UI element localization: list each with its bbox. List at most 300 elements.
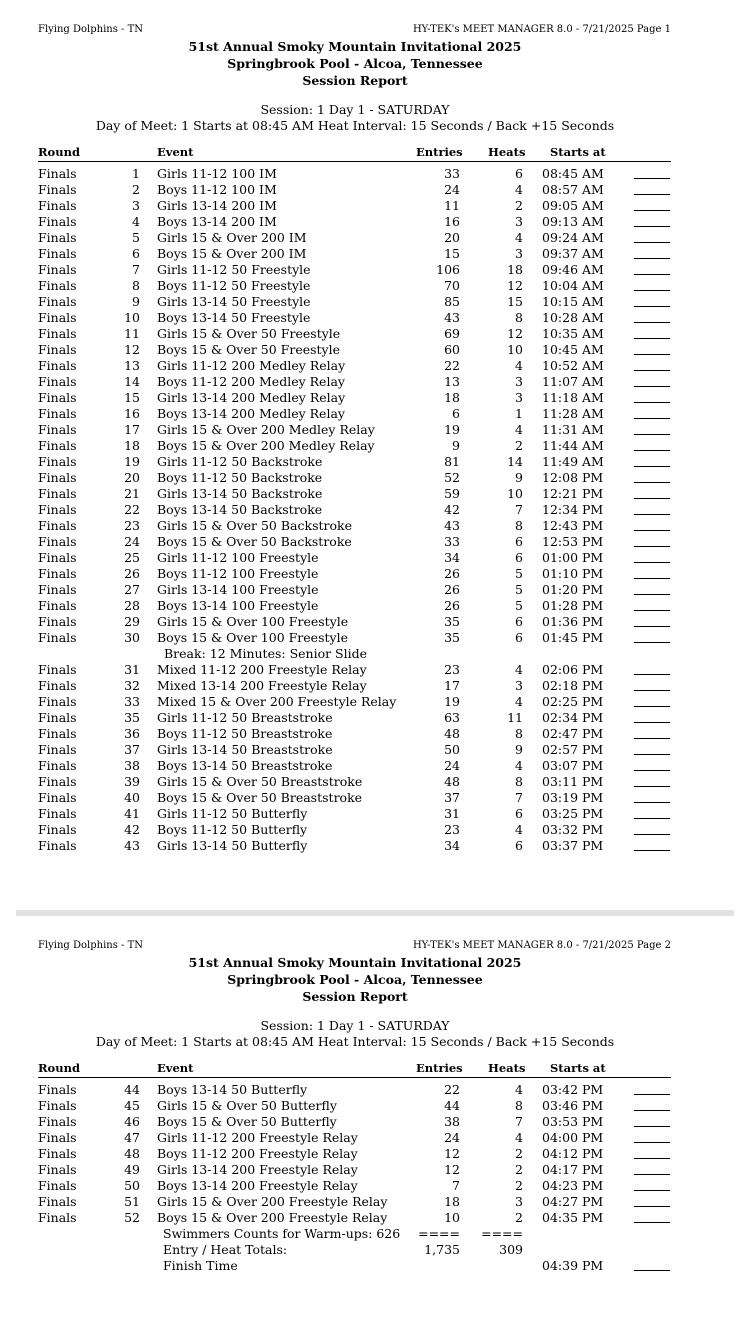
start-time-cell: 11:18 AM [542, 390, 604, 405]
entries-cell: 13 [444, 374, 460, 389]
checkoff-line [634, 338, 670, 339]
col-header-round: Round [38, 1061, 80, 1075]
entries-cell: 26 [444, 566, 460, 581]
checkoff-line [634, 754, 670, 755]
entries-cell: 22 [444, 358, 460, 373]
entries-cell: 22 [444, 1082, 460, 1097]
heats-cell: 5 [515, 598, 523, 613]
round-cell: Finals [38, 1162, 77, 1177]
event-number-cell: 14 [124, 374, 140, 389]
heats-cell: 3 [515, 390, 523, 405]
round-cell: Finals [38, 806, 77, 821]
heats-separator: ==== [481, 1226, 523, 1241]
checkoff-line [634, 834, 670, 835]
summary-warmup-row [16, 1226, 734, 1242]
round-cell: Finals [38, 598, 77, 613]
start-time-cell: 03:53 PM [542, 1114, 604, 1129]
entries-cell: 33 [444, 166, 460, 181]
warmup-count-label: Swimmers Counts for Warm-ups: 626 [163, 1226, 401, 1241]
totals-label: Entry / Heat Totals: [163, 1242, 288, 1257]
round-cell: Finals [38, 790, 77, 805]
event-name-cell: Boys 13-14 50 Breaststroke [157, 758, 333, 773]
table-row [16, 438, 734, 454]
start-time-cell: 10:35 AM [542, 326, 604, 341]
event-name-cell: Girls 11-12 50 Butterfly [157, 806, 308, 821]
round-cell: Finals [38, 694, 77, 709]
start-time-cell: 03:46 PM [542, 1098, 604, 1113]
round-cell: Finals [38, 1210, 77, 1225]
round-cell: Finals [38, 262, 77, 277]
col-header-starts-at: Starts at [550, 145, 606, 159]
entries-cell: 18 [444, 390, 460, 405]
event-number-cell: 7 [132, 262, 140, 277]
checkoff-line [634, 370, 670, 371]
round-cell: Finals [38, 1130, 77, 1145]
event-number-cell: 36 [124, 726, 140, 741]
start-time-cell: 02:34 PM [542, 710, 604, 725]
round-cell: Finals [38, 390, 77, 405]
event-name-cell: Boys 15 & Over 200 Freestyle Relay [157, 1210, 388, 1225]
event-name-cell: Girls 13-14 100 Freestyle [157, 582, 319, 597]
event-name-cell: Boys 11-12 50 Breaststroke [157, 726, 333, 741]
table-row [16, 294, 734, 310]
event-name-cell: Boys 13-14 200 Freestyle Relay [157, 1178, 358, 1193]
event-number-cell: 30 [124, 630, 140, 645]
round-cell: Finals [38, 326, 77, 341]
entries-cell: 38 [444, 1114, 460, 1129]
event-number-cell: 43 [124, 838, 140, 853]
entries-cell: 59 [444, 486, 460, 501]
table-row [16, 550, 734, 566]
entries-cell: 6 [452, 406, 460, 421]
finish-time: 04:39 PM [542, 1258, 604, 1273]
meet-title: 51st Annual Smoky Mountain Invitational 2025 [188, 39, 522, 54]
checkoff-line [634, 306, 670, 307]
heats-cell: 4 [515, 1130, 523, 1145]
session-line: Session: 1 Day 1 - SATURDAY [260, 1018, 450, 1033]
entries-cell: 15 [444, 246, 460, 261]
entries-cell: 48 [444, 726, 460, 741]
event-name-cell: Girls 11-12 200 Freestyle Relay [157, 1130, 358, 1145]
entries-cell: 81 [444, 454, 460, 469]
table-row [16, 1098, 734, 1114]
start-time-cell: 03:37 PM [542, 838, 604, 853]
event-name-cell: Boys 11-12 50 Butterfly [157, 822, 308, 837]
table-row [16, 790, 734, 806]
checkoff-line [634, 706, 670, 707]
round-cell: Finals [38, 278, 77, 293]
round-cell: Finals [38, 358, 77, 373]
start-time-cell: 10:04 AM [542, 278, 604, 293]
table-row [16, 358, 734, 374]
header-rule [38, 161, 671, 162]
table-row [16, 598, 734, 614]
table-row [16, 454, 734, 470]
entries-cell: 26 [444, 582, 460, 597]
round-cell: Finals [38, 454, 77, 469]
round-cell: Finals [38, 774, 77, 789]
round-cell: Finals [38, 582, 77, 597]
start-time-cell: 03:42 PM [542, 1082, 604, 1097]
event-number-cell: 25 [124, 550, 140, 565]
event-number-cell: 39 [124, 774, 140, 789]
entries-cell: 69 [444, 326, 460, 341]
entries-cell: 20 [444, 230, 460, 245]
heats-cell: 3 [515, 678, 523, 693]
col-header-entries: Entries [416, 1061, 463, 1075]
round-cell: Finals [38, 182, 77, 197]
table-row [16, 486, 734, 502]
entries-cell: 9 [452, 438, 460, 453]
table-row [16, 534, 734, 550]
checkoff-line [634, 354, 670, 355]
event-name-cell: Girls 15 & Over 200 Freestyle Relay [157, 1194, 388, 1209]
heats-cell: 3 [515, 214, 523, 229]
checkoff-line [634, 274, 670, 275]
table-row [16, 246, 734, 262]
start-time-cell: 09:37 AM [542, 246, 604, 261]
start-time-cell: 09:24 AM [542, 230, 604, 245]
start-time-cell: 08:45 AM [542, 166, 604, 181]
software-page-info: HY-TEK's MEET MANAGER 8.0 - 7/21/2025 Page 2 [412, 940, 671, 951]
table-row [16, 1162, 734, 1178]
checkoff-line [634, 1190, 670, 1191]
event-name-cell: Girls 15 & Over 50 Freestyle [157, 326, 341, 341]
start-time-cell: 04:12 PM [542, 1146, 604, 1161]
event-number-cell: 52 [124, 1210, 140, 1225]
heats-cell: 14 [507, 454, 523, 469]
heats-cell: 2 [515, 1146, 523, 1161]
round-cell: Finals [38, 1146, 77, 1161]
checkoff-line [634, 1174, 670, 1175]
heats-cell: 4 [515, 822, 523, 837]
heats-cell: 6 [515, 534, 523, 549]
round-cell: Finals [38, 1098, 77, 1113]
event-list [16, 166, 734, 854]
event-number-cell: 51 [124, 1194, 140, 1209]
entries-cell: 7 [452, 1178, 460, 1193]
checkoff-line [634, 770, 670, 771]
event-name-cell: Girls 13-14 50 Backstroke [157, 486, 323, 501]
start-time-cell: 03:25 PM [542, 806, 604, 821]
start-time-cell: 11:07 AM [542, 374, 604, 389]
event-number-cell: 22 [124, 502, 140, 517]
event-number-cell: 41 [124, 806, 140, 821]
event-number-cell: 11 [124, 326, 140, 341]
checkoff-line [634, 178, 670, 179]
event-name-cell: Mixed 11-12 200 Freestyle Relay [157, 662, 367, 677]
heats-cell: 2 [515, 1178, 523, 1193]
round-cell: Finals [38, 726, 77, 741]
heats-cell: 15 [507, 294, 523, 309]
event-name-cell: Boys 15 & Over 50 Freestyle [157, 342, 341, 357]
heats-cell: 6 [515, 630, 523, 645]
start-time-cell: 04:00 PM [542, 1130, 604, 1145]
round-cell: Finals [38, 214, 77, 229]
round-cell: Finals [38, 534, 77, 549]
event-name-cell: Girls 13-14 200 IM [157, 198, 277, 213]
entries-cell: 23 [444, 822, 460, 837]
event-number-cell: 27 [124, 582, 140, 597]
total-entries: 1,735 [424, 1242, 460, 1257]
event-number-cell: 12 [124, 342, 140, 357]
entries-cell: 16 [444, 214, 460, 229]
start-time-cell: 12:53 PM [542, 534, 604, 549]
round-cell: Finals [38, 838, 77, 853]
event-number-cell: 46 [124, 1114, 140, 1129]
event-number-cell: 19 [124, 454, 140, 469]
checkoff-line [634, 1158, 670, 1159]
start-time-cell: 03:19 PM [542, 790, 604, 805]
checkoff-line [634, 802, 670, 803]
table-row [16, 1114, 734, 1130]
round-cell: Finals [38, 630, 77, 645]
event-number-cell: 40 [124, 790, 140, 805]
round-cell: Finals [38, 246, 77, 261]
entries-cell: 37 [444, 790, 460, 805]
event-name-cell: Girls 13-14 50 Butterfly [157, 838, 308, 853]
event-number-cell: 29 [124, 614, 140, 629]
finish-time-label: Finish Time [163, 1258, 238, 1273]
table-row [16, 726, 734, 742]
report-title: Session Report [302, 73, 408, 88]
event-name-cell: Boys 13-14 200 IM [157, 214, 277, 229]
heats-cell: 8 [515, 774, 523, 789]
summary-totals-row [16, 1242, 734, 1258]
round-cell: Finals [38, 502, 77, 517]
header-rule [38, 1077, 671, 1078]
entries-cell: 24 [444, 182, 460, 197]
start-time-cell: 01:36 PM [542, 614, 604, 629]
event-name-cell: Mixed 15 & Over 200 Freestyle Relay [157, 694, 397, 709]
event-number-cell: 48 [124, 1146, 140, 1161]
checkoff-line [634, 690, 670, 691]
round-cell: Finals [38, 230, 77, 245]
table-row [16, 1082, 734, 1098]
event-name-cell: Girls 15 & Over 100 Freestyle [157, 614, 349, 629]
checkoff-line [634, 450, 670, 451]
event-name-cell: Boys 11-12 200 Freestyle Relay [157, 1146, 358, 1161]
checkoff-line [634, 242, 670, 243]
event-number-cell: 23 [124, 518, 140, 533]
event-number-cell: 2 [132, 182, 140, 197]
checkoff-line [634, 258, 670, 259]
round-cell: Finals [38, 758, 77, 773]
round-cell: Finals [38, 822, 77, 837]
heats-cell: 7 [515, 1114, 523, 1129]
event-number-cell: 38 [124, 758, 140, 773]
table-row [16, 742, 734, 758]
event-number-cell: 15 [124, 390, 140, 405]
entries-cell: 106 [436, 262, 460, 277]
checkoff-line [634, 1142, 670, 1143]
entries-cell: 44 [444, 1098, 460, 1113]
start-time-cell: 02:57 PM [542, 742, 604, 757]
heats-cell: 7 [515, 790, 523, 805]
event-name-cell: Boys 15 & Over 50 Breaststroke [157, 790, 363, 805]
heats-cell: 8 [515, 310, 523, 325]
heats-cell: 3 [515, 246, 523, 261]
round-cell: Finals [38, 486, 77, 501]
col-header-event: Event [157, 145, 194, 159]
heats-cell: 12 [507, 326, 523, 341]
break-row [16, 646, 734, 662]
round-cell: Finals [38, 406, 77, 421]
event-name-cell: Boys 15 & Over 50 Butterfly [157, 1114, 337, 1129]
table-row [16, 822, 734, 838]
entries-cell: 35 [444, 630, 460, 645]
checkoff-line [634, 818, 670, 819]
round-cell: Finals [38, 310, 77, 325]
start-time-cell: 02:18 PM [542, 678, 604, 693]
checkoff-line [634, 514, 670, 515]
heats-cell: 6 [515, 614, 523, 629]
session-details: Day of Meet: 1 Starts at 08:45 AM Heat Interval: 15 Seconds / Back +15 Seconds [95, 118, 615, 133]
checkoff-line [634, 546, 670, 547]
heats-cell: 3 [515, 374, 523, 389]
round-cell: Finals [38, 342, 77, 357]
entries-cell: 11 [444, 198, 460, 213]
round-cell: Finals [38, 662, 77, 677]
start-time-cell: 02:47 PM [542, 726, 604, 741]
event-name-cell: Boys 11-12 100 Freestyle [157, 566, 319, 581]
heats-cell: 4 [515, 182, 523, 197]
entries-cell: 33 [444, 534, 460, 549]
start-time-cell: 08:57 AM [542, 182, 604, 197]
report-title: Session Report [302, 989, 408, 1004]
event-number-cell: 20 [124, 470, 140, 485]
table-row [16, 806, 734, 822]
entries-cell: 34 [444, 838, 460, 853]
round-cell: Finals [38, 198, 77, 213]
start-time-cell: 10:52 AM [542, 358, 604, 373]
event-name-cell: Boys 15 & Over 200 IM [157, 246, 307, 261]
event-number-cell: 3 [132, 198, 140, 213]
entries-cell: 70 [444, 278, 460, 293]
event-number-cell: 18 [124, 438, 140, 453]
round-cell: Finals [38, 518, 77, 533]
entries-separator: ==== [418, 1226, 460, 1241]
report-page-1 [16, 0, 734, 910]
entries-cell: 43 [444, 310, 460, 325]
heats-cell: 8 [515, 1098, 523, 1113]
checkoff-line [634, 1126, 670, 1127]
event-name-cell: Boys 15 & Over 200 Medley Relay [157, 438, 375, 453]
table-row [16, 230, 734, 246]
heats-cell: 6 [515, 806, 523, 821]
event-name-cell: Girls 11-12 200 Medley Relay [157, 358, 346, 373]
entries-cell: 24 [444, 1130, 460, 1145]
round-cell: Finals [38, 614, 77, 629]
col-header-heats: Heats [488, 145, 526, 159]
summary-finish-row [16, 1258, 734, 1274]
entries-cell: 50 [444, 742, 460, 757]
event-name-cell: Boys 11-12 50 Backstroke [157, 470, 323, 485]
event-name-cell: Boys 11-12 200 Medley Relay [157, 374, 345, 389]
start-time-cell: 01:10 PM [542, 566, 604, 581]
checkoff-line [634, 194, 670, 195]
table-row [16, 694, 734, 710]
table-row [16, 758, 734, 774]
heats-cell: 8 [515, 726, 523, 741]
table-row [16, 1146, 734, 1162]
checkoff-line [634, 722, 670, 723]
table-row [16, 1194, 734, 1210]
round-cell: Finals [38, 1178, 77, 1193]
checkoff-line [634, 1222, 670, 1223]
round-cell: Finals [38, 374, 77, 389]
checkoff-line [634, 610, 670, 611]
heats-cell: 4 [515, 422, 523, 437]
team-name: Flying Dolphins - TN [38, 24, 144, 35]
table-row [16, 182, 734, 198]
heats-cell: 10 [507, 342, 523, 357]
event-number-cell: 50 [124, 1178, 140, 1193]
table-row [16, 262, 734, 278]
event-name-cell: Girls 11-12 100 Freestyle [157, 550, 319, 565]
start-time-cell: 09:05 AM [542, 198, 604, 213]
table-row [16, 582, 734, 598]
checkoff-line [634, 210, 670, 211]
heats-cell: 4 [515, 358, 523, 373]
break-note: Break: 12 Minutes: Senior Slide [164, 646, 368, 661]
start-time-cell: 01:45 PM [542, 630, 604, 645]
entries-cell: 19 [444, 422, 460, 437]
session-line: Session: 1 Day 1 - SATURDAY [260, 102, 450, 117]
session-details: Day of Meet: 1 Starts at 08:45 AM Heat Interval: 15 Seconds / Back +15 Seconds [95, 1034, 615, 1049]
round-cell: Finals [38, 422, 77, 437]
table-row [16, 326, 734, 342]
event-name-cell: Girls 11-12 50 Breaststroke [157, 710, 333, 725]
event-number-cell: 37 [124, 742, 140, 757]
start-time-cell: 12:08 PM [542, 470, 604, 485]
event-number-cell: 6 [132, 246, 140, 261]
col-header-heats: Heats [488, 1061, 526, 1075]
event-number-cell: 16 [124, 406, 140, 421]
event-name-cell: Girls 11-12 50 Freestyle [157, 262, 311, 277]
round-cell: Finals [38, 470, 77, 485]
table-row [16, 518, 734, 534]
report-page-2 [16, 916, 734, 1329]
round-cell: Finals [38, 710, 77, 725]
heats-cell: 11 [507, 710, 523, 725]
heats-cell: 10 [507, 486, 523, 501]
event-name-cell: Girls 15 & Over 50 Butterfly [157, 1098, 337, 1113]
venue: Springbrook Pool - Alcoa, Tennessee [227, 56, 483, 71]
table-row [16, 838, 734, 854]
event-name-cell: Boys 13-14 50 Freestyle [157, 310, 311, 325]
event-number-cell: 5 [132, 230, 140, 245]
checkoff-line [634, 1110, 670, 1111]
checkoff-line [634, 642, 670, 643]
start-time-cell: 04:17 PM [542, 1162, 604, 1177]
heats-cell: 5 [515, 566, 523, 581]
total-heats: 309 [499, 1242, 523, 1257]
heats-cell: 6 [515, 166, 523, 181]
col-header-event: Event [157, 1061, 194, 1075]
checkoff-line [634, 418, 670, 419]
heats-cell: 2 [515, 438, 523, 453]
col-header-entries: Entries [416, 145, 463, 159]
table-row [16, 342, 734, 358]
start-time-cell: 02:25 PM [542, 694, 604, 709]
round-cell: Finals [38, 438, 77, 453]
event-name-cell: Boys 11-12 50 Freestyle [157, 278, 311, 293]
heats-cell: 2 [515, 1162, 523, 1177]
event-number-cell: 21 [124, 486, 140, 501]
start-time-cell: 12:21 PM [542, 486, 604, 501]
round-cell: Finals [38, 566, 77, 581]
